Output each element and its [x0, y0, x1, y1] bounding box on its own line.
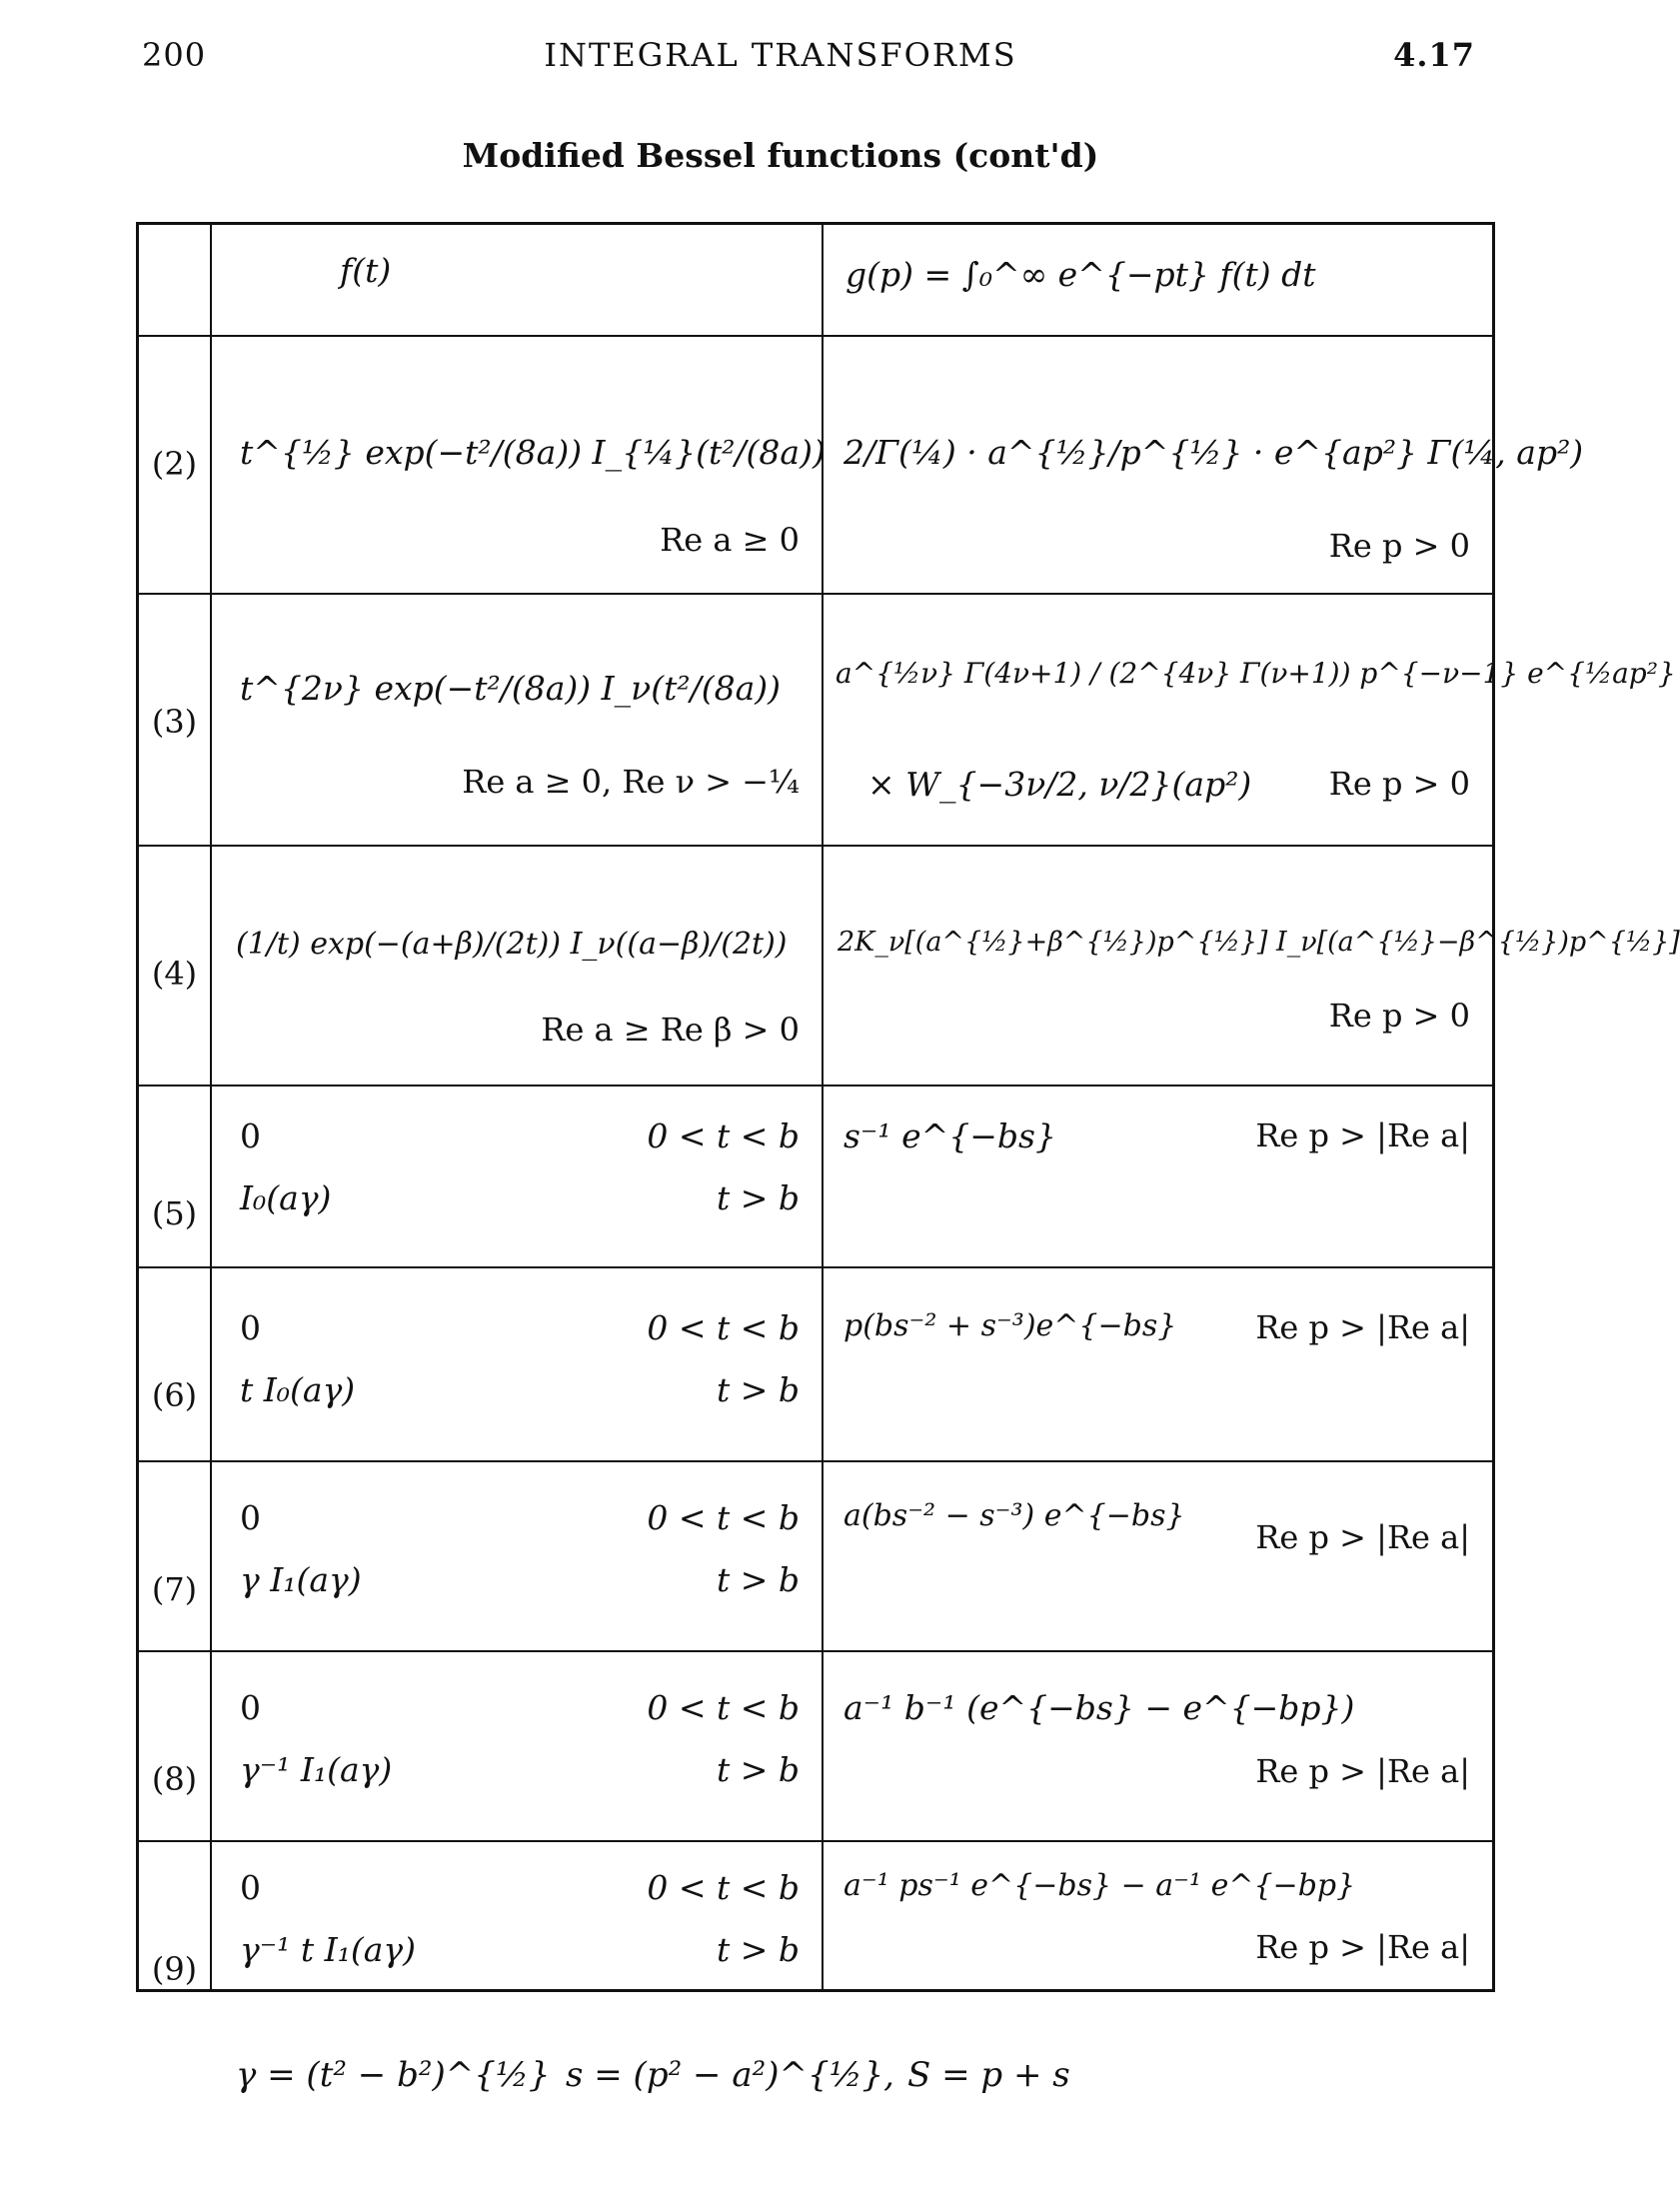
- f-condition: Re a ≥ Re β > 0: [541, 1010, 800, 1049]
- table-row: [138, 336, 1494, 594]
- table-row: [138, 846, 1494, 1086]
- table-header-row: [138, 224, 1494, 336]
- header-g-cell: [823, 224, 1494, 336]
- f-cell: [211, 594, 823, 846]
- table-row: [138, 1086, 1494, 1267]
- footer-s-definition: s = (p² − a²)^{½},: [566, 2055, 894, 2095]
- f-piece-1-condition: 0 < t < b: [647, 1687, 800, 1727]
- g-condition: Re p > 0: [1328, 996, 1470, 1035]
- f-cell: [211, 1086, 823, 1267]
- f-piece-2: γ⁻¹ t I₁(aγ): [240, 1929, 417, 1969]
- g-condition: Re p > 0: [1328, 526, 1470, 565]
- row-index: (4): [138, 846, 212, 1086]
- f-piece-2-condition: t > b: [716, 1749, 800, 1789]
- f-piece-1: 0: [240, 1307, 261, 1347]
- f-piece-2-condition: t > b: [716, 1929, 800, 1969]
- f-cell: [211, 1461, 823, 1651]
- table-row: [138, 1267, 1494, 1461]
- g-cell: [823, 336, 1584, 594]
- f-piece-2-condition: t > b: [716, 1559, 800, 1599]
- f-condition: Re a ≥ 0: [660, 520, 800, 559]
- g-condition: Re p > |Re a|: [1255, 1115, 1470, 1154]
- g-expression: p(bs⁻² + s⁻³)e^{−bs}: [843, 1307, 1177, 1343]
- f-piece-2: t I₀(aγ): [240, 1369, 356, 1409]
- row-index: (2): [138, 336, 212, 594]
- g-cell: [823, 1841, 1494, 1991]
- g-cell: [823, 1086, 1494, 1267]
- transform-table: [136, 222, 1680, 1992]
- f-expression: t^{2ν} exp(−t²/(8a)) I_ν(t²/(8a)): [240, 668, 782, 708]
- page-number: 200: [142, 36, 207, 74]
- f-piece-1: 0: [240, 1497, 261, 1537]
- g-expression: 2K_ν[(a^{½}+β^{½})p^{½}] I_ν[(a^{½}−β^{½})p^{½}]: [838, 926, 1680, 958]
- g-expression: a^{½ν} Γ(4ν+1) / (2^{4ν} Γ(ν+1)) p^{−ν−1} e^{½ap²}: [836, 656, 1676, 690]
- row-index: (5): [138, 1086, 212, 1267]
- footer-S-definition: S = p + s: [907, 2055, 1070, 2095]
- header-f-cell: [211, 224, 823, 336]
- f-piece-2-condition: t > b: [716, 1177, 800, 1217]
- f-piece-1-condition: 0 < t < b: [647, 1497, 800, 1537]
- table-subtitle: Modified Bessel functions (cont'd): [462, 136, 1099, 175]
- row-index: (7): [138, 1461, 212, 1651]
- g-cell: [823, 1651, 1494, 1841]
- g-condition: Re p > 0: [1328, 764, 1470, 803]
- col-g-label: g(p) = ∫₀^∞ e^{−pt} f(t) dt: [845, 255, 1316, 294]
- row-index: (9): [138, 1841, 212, 1991]
- g-condition: Re p > |Re a|: [1255, 1517, 1470, 1556]
- f-expression: (1/t) exp(−(a+β)/(2t)) I_ν((a−β)/(2t)): [236, 926, 788, 962]
- table-row: [138, 594, 1494, 846]
- g-cell: [823, 1461, 1494, 1651]
- f-piece-1-condition: 0 < t < b: [647, 1307, 800, 1347]
- g-cell: [823, 594, 1676, 846]
- f-piece-1: 0: [240, 1867, 261, 1907]
- table-row: [138, 1461, 1494, 1651]
- f-cell: [211, 1651, 823, 1841]
- table-row: [138, 1651, 1494, 1841]
- table-row: [138, 1841, 1494, 1991]
- f-piece-2: I₀(aγ): [240, 1177, 332, 1217]
- f-cell: [211, 1267, 823, 1461]
- f-piece-1-condition: 0 < t < b: [647, 1115, 800, 1155]
- row-index: (8): [138, 1651, 212, 1841]
- g-condition: Re p > |Re a|: [1255, 1927, 1470, 1966]
- row-index: (6): [138, 1267, 212, 1461]
- g-expression: a⁻¹ ps⁻¹ e^{−bs} − a⁻¹ e^{−bp}: [843, 1867, 1356, 1903]
- row-index: (3): [138, 594, 212, 846]
- f-expression: t^{½} exp(−t²/(8a)) I_{¼}(t²/(8a)): [240, 432, 826, 472]
- g-expression-line2: × W_{−3ν/2, ν/2}(ap²): [867, 764, 1252, 804]
- f-piece-1: 0: [240, 1687, 261, 1727]
- g-cell: [823, 1267, 1494, 1461]
- g-expression: s⁻¹ e^{−bs}: [843, 1115, 1056, 1155]
- g-cell: [823, 846, 1680, 1086]
- footer-gamma-definition: γ = (t² − b²)^{½}: [236, 2055, 551, 2095]
- g-condition: Re p > |Re a|: [1255, 1751, 1470, 1790]
- g-expression: a(bs⁻² − s⁻³) e^{−bs}: [843, 1497, 1185, 1533]
- f-condition: Re a ≥ 0, Re ν > −¼: [462, 762, 800, 801]
- f-cell: [211, 336, 826, 594]
- f-cell: [211, 846, 823, 1086]
- f-piece-1: 0: [240, 1115, 261, 1155]
- running-title: INTEGRAL TRANSFORMS: [544, 36, 1017, 74]
- g-expression: 2/Γ(¼) · a^{½}/p^{½} · e^{ap²} Γ(¼, ap²): [843, 432, 1584, 472]
- g-expression: a⁻¹ b⁻¹ (e^{−bs} − e^{−bp}): [843, 1687, 1355, 1727]
- header-index-cell: [138, 224, 212, 336]
- f-piece-2: γ⁻¹ I₁(aγ): [240, 1749, 393, 1789]
- f-piece-1-condition: 0 < t < b: [647, 1867, 800, 1907]
- f-piece-2-condition: t > b: [716, 1369, 800, 1409]
- g-condition: Re p > |Re a|: [1255, 1307, 1470, 1346]
- col-f-label: f(t): [340, 251, 392, 290]
- f-piece-2: γ I₁(aγ): [240, 1559, 362, 1599]
- section-number: 4.17: [1393, 36, 1475, 74]
- f-cell: [211, 1841, 823, 1991]
